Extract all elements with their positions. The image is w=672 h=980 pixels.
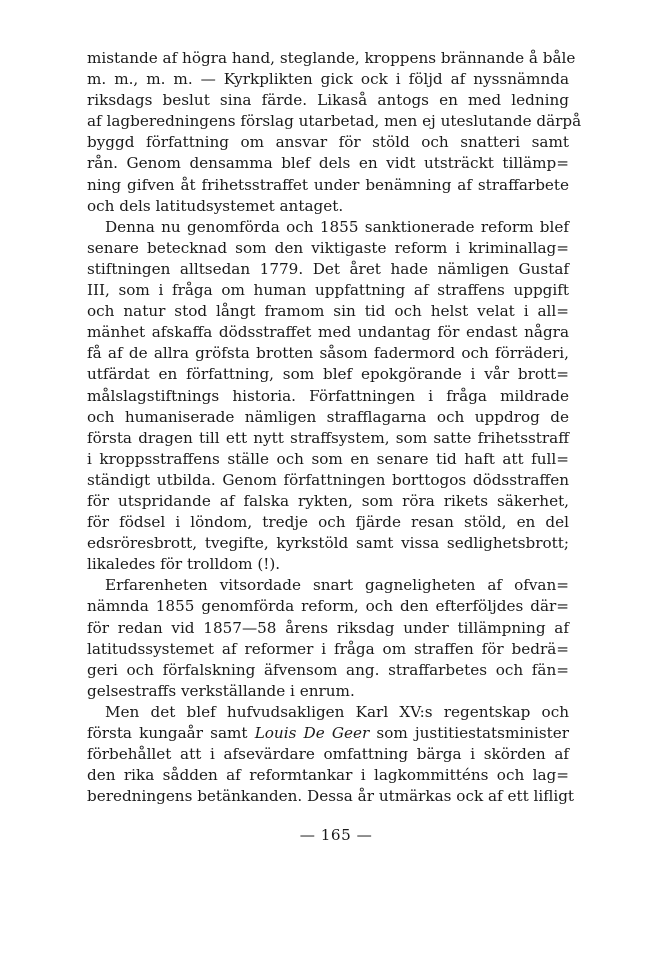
text-line: Denna nu genomförda och 1855 sanktionerade reform blef	[105, 217, 569, 236]
text-line: för födsel i löndom, tredje och fjärde resan stöld, en del	[87, 513, 569, 532]
text-line: utfärdat en författning, som blef epokgörande i vår brott=	[87, 365, 569, 384]
text-line	[87, 723, 569, 744]
text-line: riksdags beslut sina färde. Likaså antogs en med ledning	[87, 91, 569, 110]
text-line: nämnda 1855 genomförda reform, och den efterföljdes där=	[87, 597, 569, 616]
text-line: och natur stod långt framom sin tid och helst velat i all=	[87, 302, 569, 321]
text-line: få af de allra gröfsta brotten såsom fadermord och förräderi,	[87, 344, 569, 363]
text-line: af lagberedningens förslag utarbetad, men ej uteslutande därpå	[87, 112, 582, 131]
text-line: edsröresbrott, tvegifte, kyrkstöld samt vissa sedlighetsbrott;	[87, 534, 569, 553]
text-line: beredningens betänkanden. Dessa år utmärkas ock af ett lifligt	[87, 787, 575, 806]
text-line: likaledes för trolldom (!).	[87, 555, 281, 574]
text-line: latitudssystemet af reformer i fråga om straffen för bedrä=	[87, 639, 569, 658]
text-line: ständigt utbilda. Genom författningen borttogos dödsstraffen	[87, 470, 569, 489]
text-line: i kroppsstraffens ställe och som en senare tid haft att full=	[87, 449, 569, 468]
text-line: III, som i fråga om human uppfattning af straffens uppgift	[87, 281, 569, 300]
text-segment: första kungaår samt	[87, 724, 248, 742]
text-line: byggd författning om ansvar för stöld och snatteri samt	[87, 133, 569, 152]
body-text	[87, 48, 582, 807]
text-line: första dragen till ett nytt straffsystem, som satte frihetsstraff	[87, 428, 569, 447]
text-line: rån. Genom densamma blef dels en vidt utsträckt tillämp=	[87, 154, 569, 173]
text-segment: som justitiestatsminister	[376, 724, 569, 742]
text-line: mänhet afskaffa dödsstraffet med undantag för endast några	[87, 323, 569, 342]
text-line: mistande af högra hand, steglande, kroppens brännande å båle	[87, 49, 576, 67]
text-line: den rika sådden af reformtankar i lagkommitténs och lag=	[87, 766, 569, 785]
text-line: senare betecknad som den viktigaste reform i kriminallag=	[87, 238, 569, 257]
text-line: stiftningen alltsedan 1779. Det året hade nämligen Gustaf	[87, 259, 569, 278]
text-line: och humaniserade nämligen strafflagarna och uppdrog de	[87, 407, 569, 426]
text-line: Men det blef hufvudsakligen Karl XV:s regentskap och	[105, 702, 569, 721]
text-line: m. m., m. m. — Kyrkplikten gick ock i följd af nyssnämnda	[87, 70, 569, 89]
person-name-italic: Louis De Geer	[254, 724, 370, 742]
text-line: Erfarenheten vitsordade snart gagneligheten af ofvan=	[105, 576, 569, 595]
text-line: förbehållet att i afsevärdare omfattning bärga i skörden af	[87, 745, 569, 764]
text-line: för utspridande af falska rykten, som röra rikets säkerhet,	[87, 491, 569, 510]
page-number: — 165 —	[299, 826, 373, 844]
text-line: målslagstiftnings historia. Författningen i fråga mildrade	[87, 386, 569, 405]
text-line: gelsestraffs verkställande i enrum.	[87, 681, 355, 700]
text-line: geri och förfalskning äfvensom ang. straffarbetes och fän=	[87, 660, 569, 679]
text-line: för redan vid 1857—58 årens riksdag under tillämpning af	[87, 618, 569, 637]
text-line: och dels latitudsystemet antaget.	[87, 196, 344, 215]
text-line: ning gifven åt frihetsstraffet under benämning af straffarbete	[87, 175, 569, 194]
